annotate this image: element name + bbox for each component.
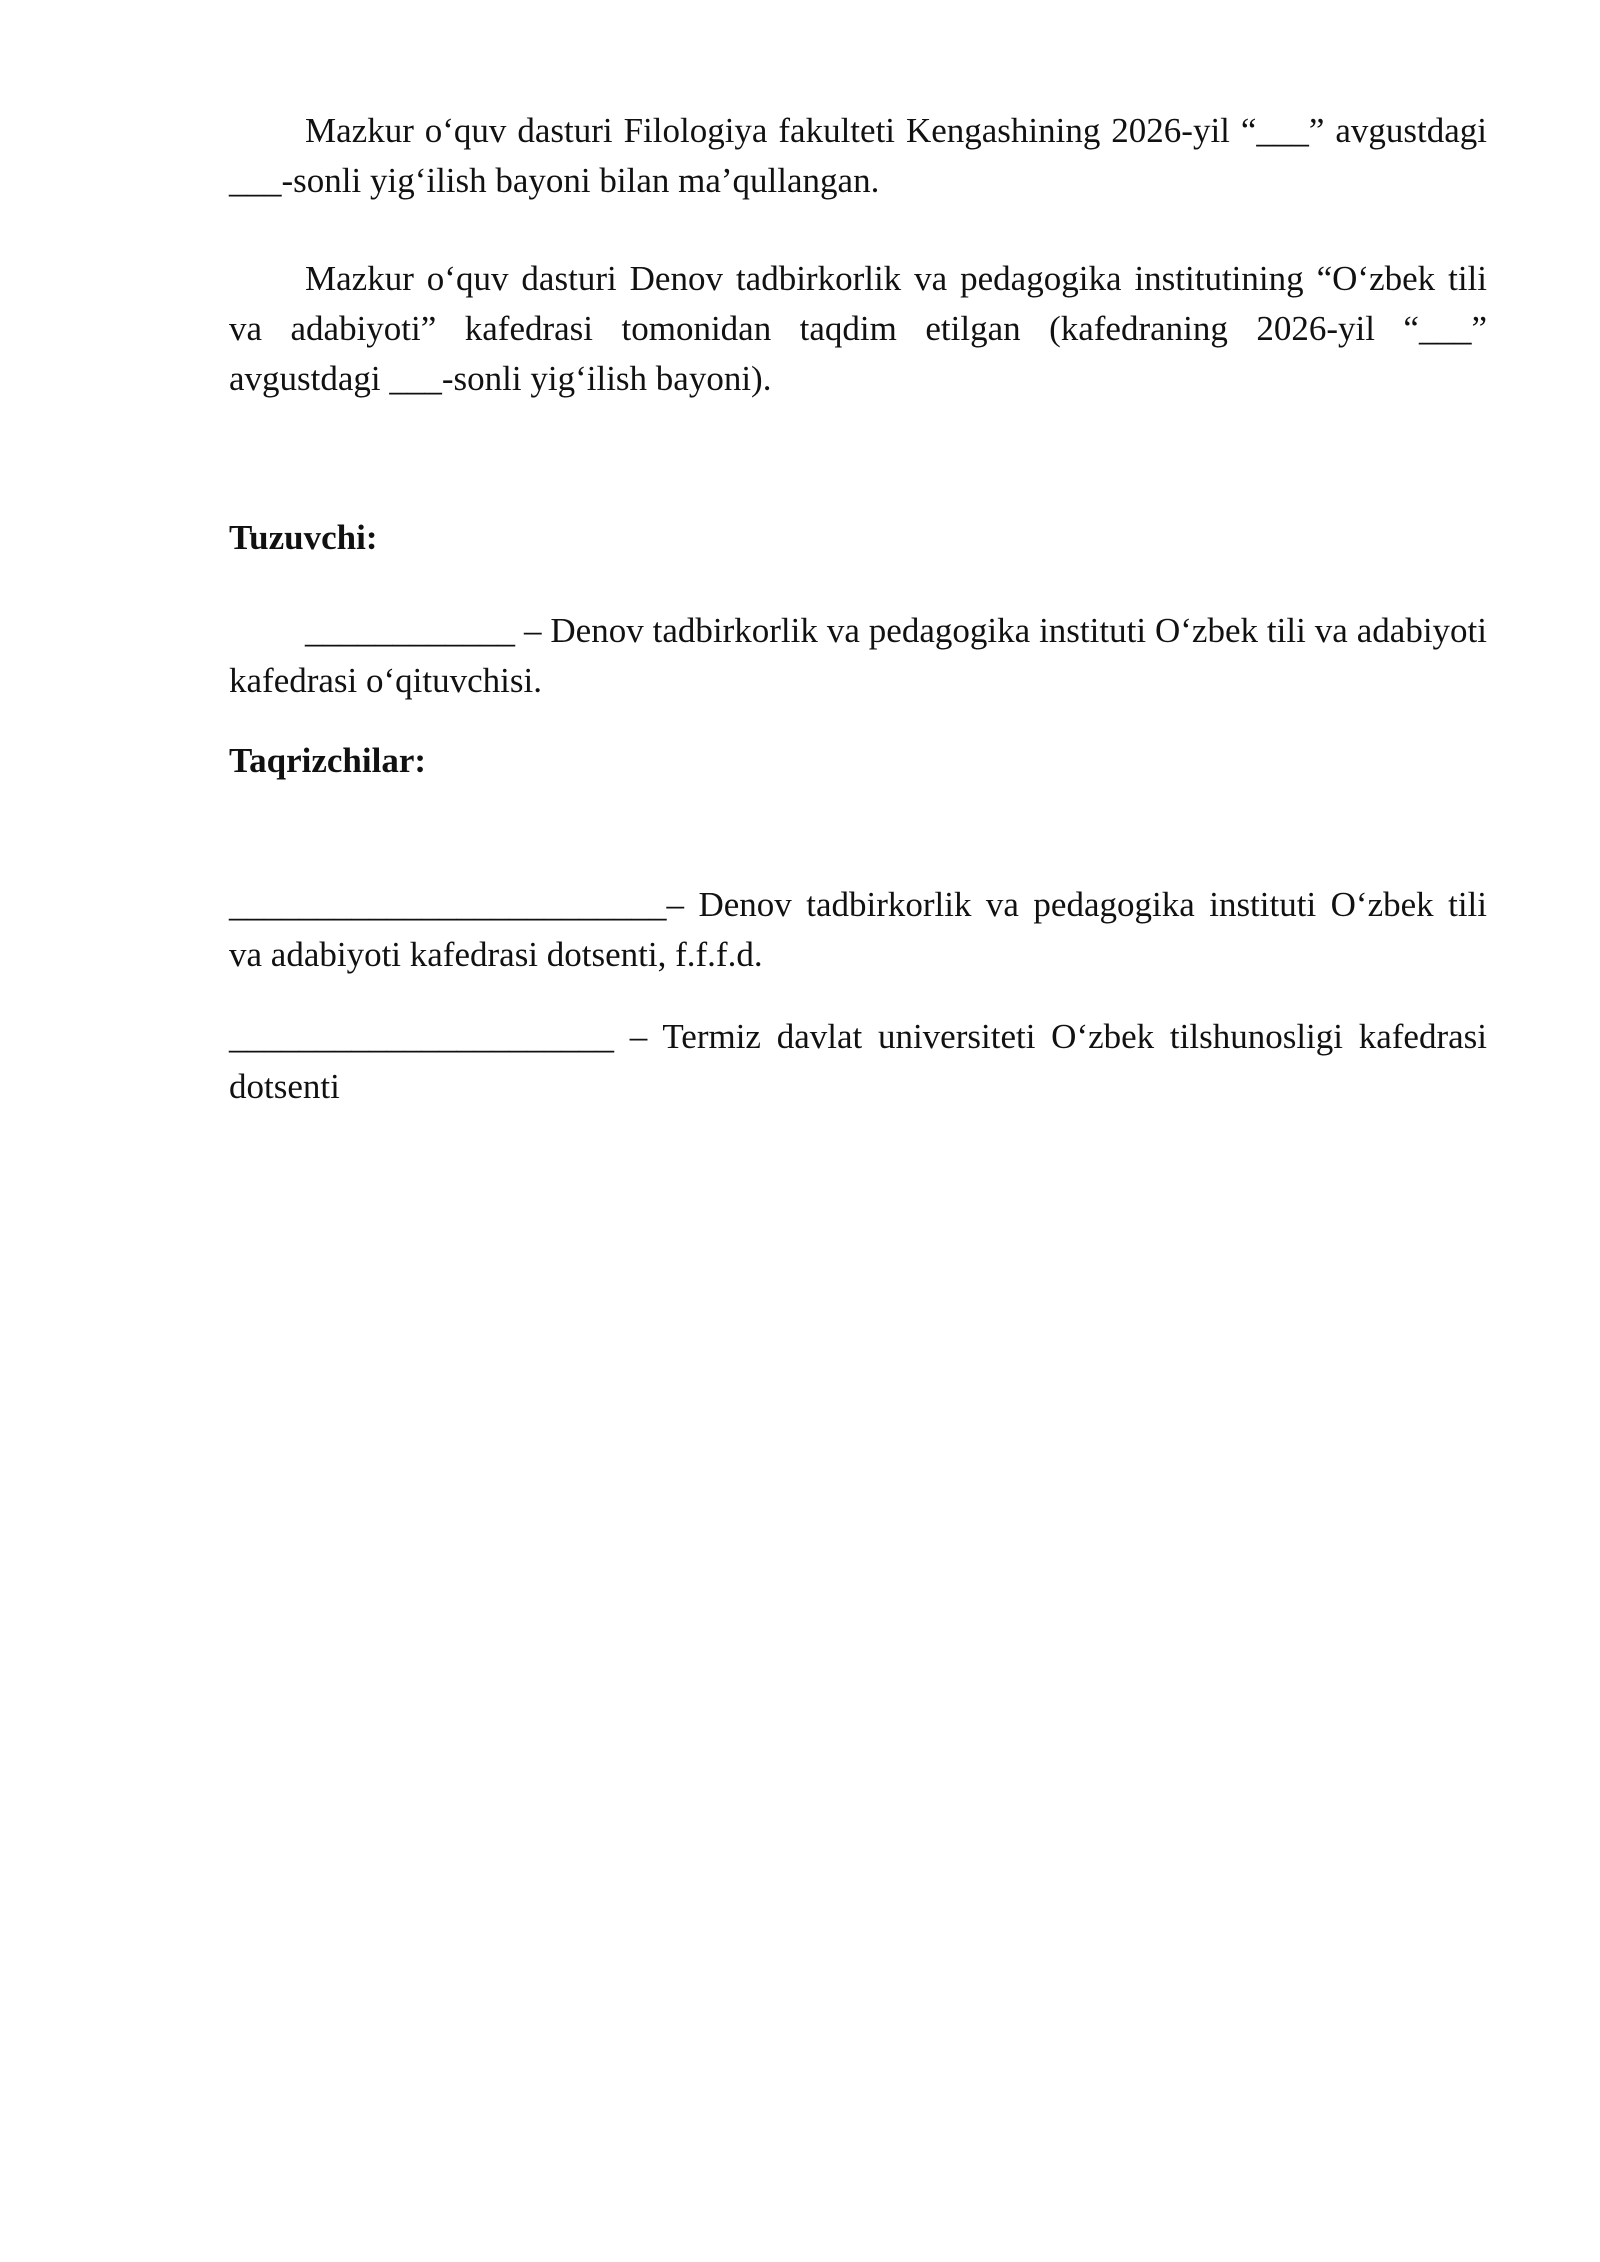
reviewer-entry-1: _________________________– Denov tadbirkorlik va pedagogika instituti O‘zbek tili va adabiyoti kafedrasi dotsenti, f.f.f.d.	[229, 885, 1487, 974]
compiler-heading: Tuzuvchi:	[229, 518, 378, 557]
compiler-entry: ____________ – Denov tadbirkorlik va pedagogika instituti O‘zbek tili va adabiyoti kafedrasi o‘qituvchisi.	[229, 611, 1487, 700]
reviewer-entry-2: ______________________ – Termiz davlat universiteti O‘zbek tilshunosligi kafedrasi dotsenti	[229, 1017, 1487, 1106]
submission-paragraph: Mazkur o‘quv dasturi Denov tadbirkorlik va pedagogika institutining “O‘zbek tili va adabiyoti” kafedrasi tomonidan taqdim etilgan (kafedraning 2026-yil “___” avgustdagi ___-sonli yig‘ilish bayoni).	[229, 259, 1487, 398]
reviewers-heading: Taqrizchilar:	[229, 741, 427, 780]
document-body	[229, 106, 1487, 1112]
approval-paragraph: Mazkur o‘quv dasturi Filologiya fakulteti Kengashining 2026-yil “___” avgustdagi ___-sonli yig‘ilish bayoni bilan ma’qullangan.	[229, 111, 1487, 200]
